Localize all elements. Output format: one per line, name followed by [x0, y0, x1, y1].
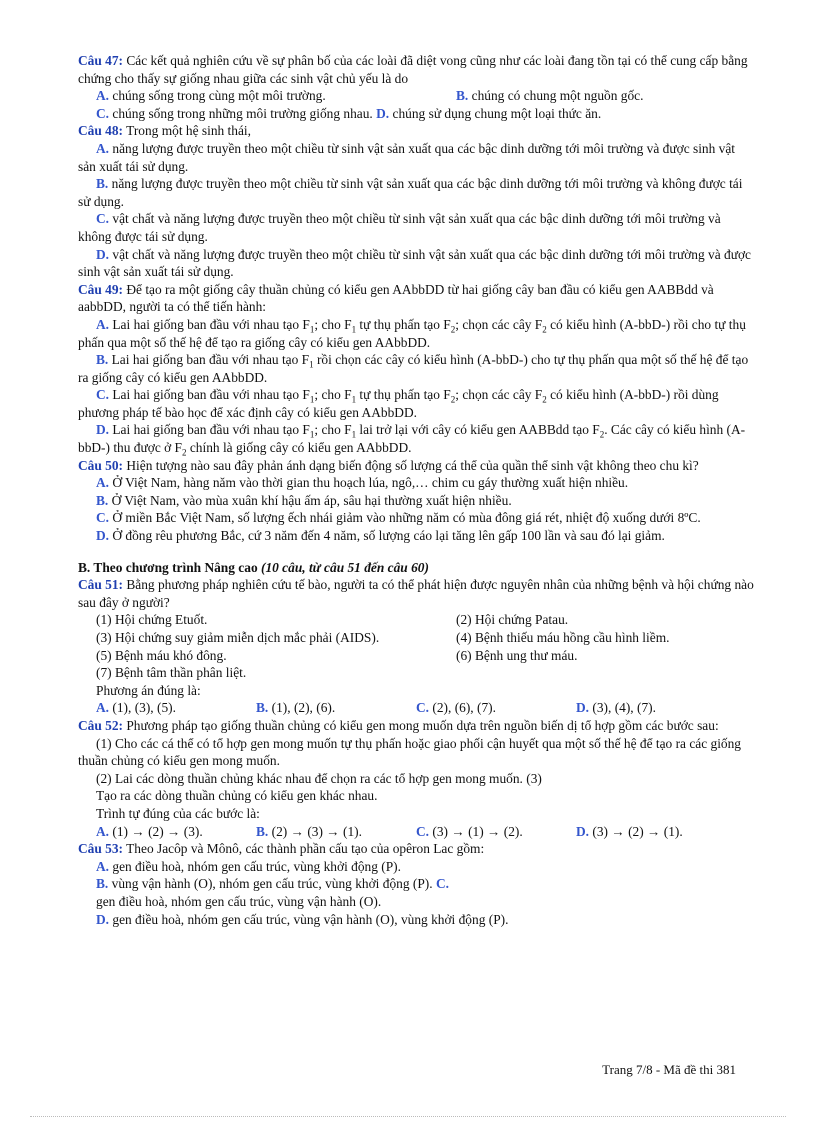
option-text: (2) → (3) → (1).	[268, 823, 362, 839]
text-part: có kiểu hình (A-bbD-) rồi dùng phương pháp tế bào học để xác định cây có kiểu gen AAbbDD.	[78, 387, 719, 420]
subscript: 2	[542, 324, 547, 335]
option-text: gen điều hoà, nhóm gen cấu trúc, vùng khởi động (P).	[109, 858, 401, 874]
option-text: chúng sống trong những môi trường giống nhau.	[112, 105, 373, 121]
section-heading	[78, 559, 754, 577]
question-text: Trong một hệ sinh thái,	[123, 123, 251, 139]
item: (6) Bệnh ung thư máu.	[456, 647, 578, 663]
subscript: 1	[351, 430, 357, 441]
text-part: Lai hai giống ban đầu với nhau tạo F	[109, 387, 310, 403]
question-49-option-b	[78, 351, 754, 386]
question-text: Các kết quả nghiên cứu về sự phân bố của các loài đã diệt vong cũng như các loài đang tồn tại có thể cung cấp bằng chứng cho thấy sự giống nhau giữa các sinh vật chủ yếu là do	[78, 53, 748, 86]
subscript: 2	[450, 324, 456, 335]
text-part: có kiểu hình (A-bbD-) rồi cho tự thụ phấn qua một số thế hệ để tạo ra giống cây có kiểu gen AAbbDD.	[78, 316, 746, 350]
question-47-options-row2	[78, 105, 754, 123]
option-text: năng lượng được truyền theo một chiều từ sinh vật sản xuất qua các bậc dinh dưỡng tới môi trường và không được tái sử dụng.	[78, 176, 743, 209]
question-text: Hiện tượng nào sau đây phản ánh dạng biến động số lượng cá thể của quần thể sinh vật không theo chu kì?	[123, 457, 699, 473]
question-48-option-c	[78, 210, 754, 245]
item: (1) Hội chứng Etuốt.	[96, 612, 208, 628]
question-47-options-row1	[78, 87, 754, 105]
option-label: A.	[96, 858, 110, 874]
subscript: 1	[309, 324, 315, 335]
question-52-options	[78, 823, 754, 841]
text-part: lai trở lại với cây có kiểu gen AABBdd tạo F	[356, 422, 600, 438]
option-label: D.	[576, 700, 590, 716]
text-part: rồi chọn các cây có kiểu hình (A-bbD-) cho tự thụ phấn qua một số thế hệ để tạo ra giống cây có kiểu gen AAbbDD.	[78, 352, 749, 385]
option-label: C.	[416, 700, 430, 716]
option-label: A.	[96, 823, 110, 839]
subscript: 2	[450, 394, 456, 405]
question-text: Phương pháp tạo giống thuần chủng có kiểu gen mong muốn dựa trên nguồn biến dị tổ hợp gồm các bước sau:	[123, 717, 719, 733]
option-text: vật chất và năng lượng được truyền theo một chiều từ sinh vật sản xuất qua các bậc dinh dưỡng tới môi trường và được sinh vật sản xuất tái sử dụng.	[78, 246, 751, 280]
option-label: B.	[456, 88, 469, 104]
option-text: vùng vận hành (O), nhóm gen cấu trúc, vùng khởi động (P).	[108, 876, 433, 892]
option-label: C.	[416, 823, 430, 839]
option-label: A.	[96, 88, 110, 104]
option-label: C.	[96, 105, 110, 121]
option-label: A.	[96, 700, 110, 716]
option-label: B.	[96, 352, 109, 368]
question-text: Để tạo ra một giống cây thuần chủng có kiểu gen AAbbDD từ hai giống cây ban đầu có kiểu gen AABBdd và aabbDD, người ta có thể tiến hành:	[78, 281, 714, 315]
question-48-option-b	[78, 175, 754, 210]
subscript: 1	[309, 394, 315, 405]
question-48-option-d	[78, 246, 754, 281]
item: (5) Bệnh máu khó đông.	[96, 647, 227, 663]
option-text: vật chất và năng lượng được truyền theo một chiều từ sinh vật sản xuất qua các bậc dinh dưỡng tới môi trường và không được tái sử dụng.	[78, 211, 721, 244]
option-label: D.	[96, 422, 110, 438]
text-part: ; cho F	[314, 422, 352, 438]
text-part: tự thụ phấn tạo F	[356, 316, 451, 332]
option-text: chúng sống trong cùng một môi trường.	[112, 88, 326, 104]
option-text: gen điều hoà, nhóm gen cấu trúc, vùng vận hành (O), vùng khởi động (P).	[109, 911, 509, 927]
option-label: B.	[256, 823, 269, 839]
question-53-option-d	[78, 911, 754, 929]
question-51-items-row2	[78, 629, 754, 647]
question-49	[78, 281, 754, 316]
option-label: C.	[96, 510, 110, 526]
subscript: 1	[351, 324, 357, 335]
text-part: ; chọn các cây F	[455, 316, 543, 332]
option-label: A.	[96, 316, 110, 332]
option-label: D.	[96, 246, 110, 262]
text-part: Lai hai giống ban đầu với nhau tạo F	[108, 352, 310, 368]
text-part: chính là giống cây có kiểu gen AAbbDD.	[186, 440, 412, 456]
text-part: Lai hai giống ban đầu với nhau tạo F	[109, 422, 310, 438]
question-label: Câu 49:	[78, 281, 124, 297]
question-50-option-d	[78, 527, 754, 545]
text-part: tự thụ phấn tạo F	[356, 387, 451, 403]
option-label: A.	[96, 140, 110, 156]
option-label: D.	[576, 823, 590, 839]
option-text: chúng có chung một nguồn gốc.	[471, 88, 644, 104]
option-label: D.	[96, 911, 110, 927]
option-text: Ở Việt Nam, vào mùa xuân khí hậu ấm áp, sâu hại thường xuất hiện nhiều.	[108, 492, 512, 508]
step: Tạo ra các dòng thuần chủng có kiểu gen khác nhau.	[96, 788, 378, 804]
option-text: gen điều hoà, nhóm gen cấu trúc, vùng vận hành (O).	[96, 893, 382, 909]
option-text: Ở đồng rêu phương Bắc, cứ 3 năm đến 4 năm, số lượng cáo lại tăng lên gấp 100 lần và sau đó lại giảm.	[109, 528, 665, 544]
item: (4) Bệnh thiếu máu hồng cầu hình liềm.	[456, 630, 670, 645]
question-49-option-c	[78, 386, 754, 421]
question-label: Câu 52:	[78, 717, 124, 733]
option-text: (3), (4), (7).	[589, 700, 656, 716]
subscript: 1	[351, 394, 357, 405]
subscript: 1	[309, 430, 315, 441]
question-label: Câu 50:	[78, 457, 124, 473]
subscript: 2	[599, 430, 605, 441]
text-part: ; chọn các cây F	[455, 387, 543, 403]
item: (3) Hội chứng suy giảm miễn dịch mắc phải (AIDS).	[96, 630, 380, 645]
option-label: C.	[96, 387, 110, 403]
option-text: (2), (6), (7).	[429, 700, 496, 716]
question-label: Câu 53:	[78, 841, 124, 857]
subscript: 1	[309, 359, 314, 370]
answer-prompt: Phương án đúng là:	[96, 682, 201, 698]
question-text: Theo Jacôp và Mônô, các thành phần cấu tạo của opêron Lac gồm:	[123, 841, 485, 857]
question-52	[78, 717, 754, 735]
question-label: Câu 47:	[78, 53, 124, 68]
item: (7) Bệnh tâm thần phân liệt.	[96, 665, 247, 681]
section-range: (10 câu, từ câu 51 đến câu 60)	[260, 559, 429, 575]
question-51	[78, 576, 754, 611]
question-label: Câu 51:	[78, 577, 124, 593]
step: (2) Lai các dòng thuần chủng khác nhau để chọn ra các tổ hợp gen mong muốn. (3)	[96, 770, 542, 786]
question-47	[78, 52, 754, 87]
question-51-items-row1	[78, 611, 754, 629]
text-part: ; cho F	[314, 387, 352, 403]
option-label: B.	[96, 176, 109, 192]
text-part: . Các cây có kiểu hình (A-bbD-) thu được ở F	[78, 422, 746, 456]
question-53	[78, 840, 754, 858]
option-label: D.	[96, 528, 110, 544]
question-49-option-d	[78, 421, 754, 456]
option-text: (3) → (1) → (2).	[429, 823, 523, 839]
option-text: năng lượng được truyền theo một chiều từ sinh vật sản xuất qua các bậc dinh dưỡng tới môi trường và được sinh vật sản xuất tái sử dụng.	[78, 140, 736, 174]
question-49-option-a	[78, 316, 754, 351]
option-text: Ở miền Bắc Việt Nam, số lượng ếch nhái giảm vào những năm có mùa đông giá rét, nhiệt độ xuống dưới 8ºC.	[109, 510, 701, 526]
option-label: C.	[435, 876, 449, 892]
subscript: 2	[542, 394, 547, 405]
option-label: A.	[96, 475, 110, 491]
text-part: Lai hai giống ban đầu với nhau tạo F	[109, 316, 310, 332]
question-51-items-row3	[78, 647, 754, 665]
answer-prompt: Trình tự đúng của các bước là:	[96, 805, 260, 821]
option-label: C.	[96, 211, 110, 227]
question-50	[78, 457, 754, 475]
text-part: ; cho F	[314, 316, 352, 332]
question-50-option-a	[78, 474, 754, 492]
subscript: 2	[182, 447, 187, 458]
question-text: Bằng phương pháp nghiên cứu tế bào, người ta có thể phát hiện được nguyên nhân của những bệnh và hội chứng nào sau đây ở người?	[78, 577, 754, 610]
question-53-option-a	[78, 858, 754, 876]
question-53-option-b	[78, 875, 754, 893]
option-text: (3) → (2) → (1).	[589, 823, 683, 839]
option-text: (1), (2), (6).	[268, 700, 336, 716]
option-label: D.	[376, 105, 390, 121]
option-text: (1), (3), (5).	[109, 700, 176, 716]
question-48	[78, 122, 754, 140]
section-title: B. Theo chương trình Nâng cao	[78, 559, 261, 575]
item: (2) Hội chứng Patau.	[456, 612, 569, 628]
question-50-option-b	[78, 492, 754, 510]
question-label: Câu 48:	[78, 123, 124, 139]
question-48-option-a	[78, 140, 754, 175]
option-label: B.	[256, 700, 269, 716]
page-divider	[30, 1116, 786, 1117]
option-text: chúng sử dụng chung một loại thức ăn.	[392, 105, 602, 121]
question-50-option-c	[78, 509, 754, 527]
question-51-options	[78, 699, 754, 717]
option-text: Ở Việt Nam, hàng năm vào thời gian thu hoạch lúa, ngô,… chim cu gáy thường xuất hiện nhiều.	[109, 475, 629, 491]
option-text: (1) → (2) → (3).	[109, 823, 203, 839]
option-label: B.	[96, 492, 109, 508]
option-label: B.	[96, 876, 109, 892]
page-footer: Trang 7/8 - Mã đề thi 381	[602, 1062, 736, 1077]
step: (1) Cho các cá thể có tổ hợp gen mong muốn tự thụ phấn hoặc giao phối cận huyết qua một số thế hệ để tạo ra các giống thuần chủng có kiểu gen mong muốn.	[78, 735, 741, 769]
